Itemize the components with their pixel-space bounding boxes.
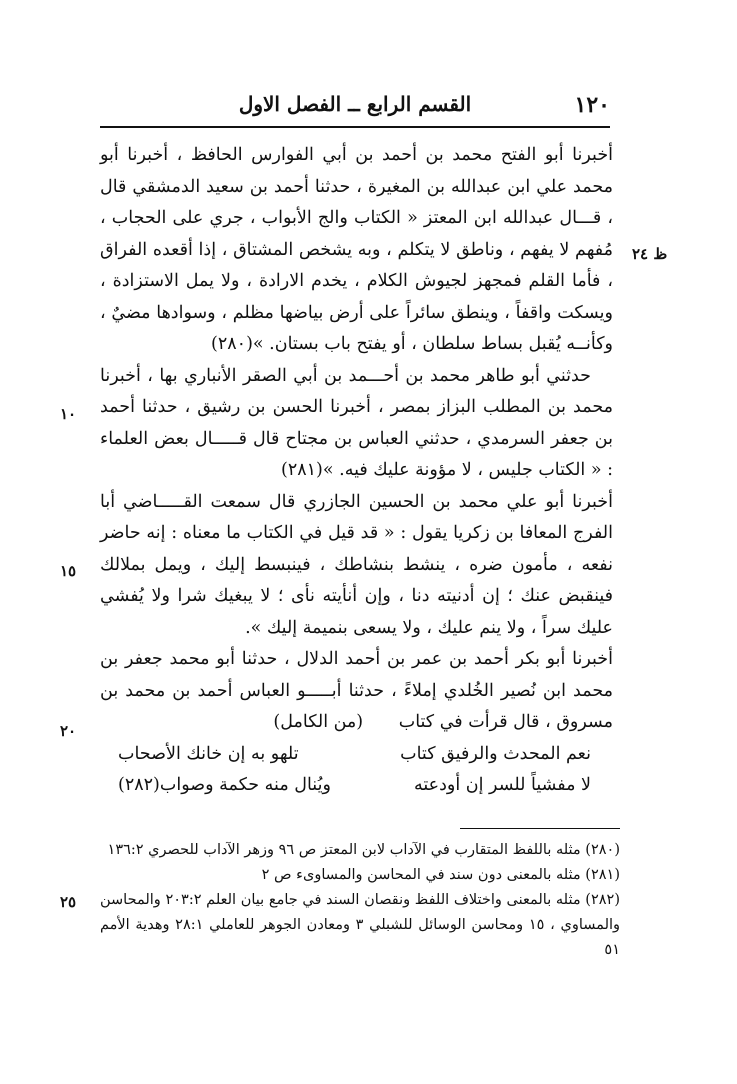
line-number: ١٥ bbox=[60, 562, 77, 580]
running-header bbox=[100, 92, 610, 122]
verse-line bbox=[100, 770, 613, 802]
verse-hemistich: ويُنال منه حكمة وصواب(٢٨٢) bbox=[118, 775, 331, 795]
paragraph: أخبرنا أبو علي محمد بن الحسين الجازري قال سمعت القـــــاضي أبا الفرج المعافا بن زكريا يقول : « قد قيل في الكتاب ما معناه : إنه حاضر نفعه ، مأمون ضره ، ينشط بنشاطك ، فينبسط إليك ، ويمل بملالك فينقبض عنك ؛ إن أدنيته دنا ، وإن أنأيته نأى ؛ لا يبغيك شرا ولا يُفشي عليك سراً ، ولا ينم عليك ، ولا يسعى بنميمة إليك ». bbox=[100, 491, 613, 638]
footnote: (٢٨٢) مثله بالمعنى واختلاف اللفظ ونقصان السند في جامع بيان العلم ٢٠٣:٢ والمحاسن والمساوي ، ١٥ ومحاسن الوسائل للشبلي ٣ ومعادن الجوهر للعاملي ٢٨:١ وهدية الأمم ٥١ bbox=[100, 892, 621, 958]
footnotes bbox=[100, 838, 620, 963]
verse-hemistich: نعم المحدث والرفيق كتاب bbox=[400, 743, 591, 764]
folio-marker: ظ ٢٤ bbox=[632, 245, 668, 263]
page-number: ١٢٠ bbox=[574, 92, 610, 118]
footnote: (٢٨٠) مثله باللفظ المتقارب في الآداب لابن المعتز ص ٩٦ وزهر الآداب للحصري ١٣٦:٢ bbox=[107, 842, 620, 858]
verse-line bbox=[100, 739, 613, 771]
footnote-rule bbox=[460, 828, 620, 829]
paragraph-text: أخبرنا أبو بكر أحمد بن عمر بن أحمد الدلال ، حدثنا أبو محمد جعفر بن محمد ابن نُصير الخُلدي إملاءً ، حدثنا أبـــــو العباس أحمد بن محمد بن مسروق ، قال قرأت في كتاب bbox=[100, 649, 613, 732]
verse-hemistich: لا مفشياً للسر إن أودعته bbox=[414, 775, 591, 795]
header-rule bbox=[100, 126, 610, 128]
chapter-title: القسم الرابع ــ الفصل الاول bbox=[238, 92, 472, 116]
paragraph bbox=[100, 644, 613, 739]
verse-hemistich: تلهو به إن خانك الأصحاب bbox=[118, 743, 299, 764]
paragraph: حدثني أبو طاهر محمد بن أحـــمد بن أبي الصقر الأنباري بها ، أخبرنا محمد بن المطلب البزاز بمصر ، أخبرنا الحسن بن رشيق ، حدثنا أحمد بن جعفر السرمدي ، حدثني العباس بن مجتاح قال قـــــال بعض العلماء : « الكتاب جليس ، لا مؤونة عليك فيه. »(٢٨١) bbox=[100, 365, 613, 480]
line-number: ٢٥ bbox=[60, 893, 77, 911]
main-text bbox=[100, 140, 613, 802]
line-number: ١٠ bbox=[60, 405, 77, 423]
paragraph: أخبرنا أبو الفتح محمد بن أحمد بن أبي الفوارس الحافظ ، أخبرنا أبو محمد علي ابن عبدالله بن المغيرة ، حدثنا أحمد بن سعيد الدمشقي قال ، قـــال عبدالله ابن المعتز « الكتاب والج الأبواب ، جري على الحجاب ، مُفهم لا يفهم ، وناطق لا يتكلم ، وبه يشخص المشتاق ، إذا أقعده الفراق ، فأما القلم فمجهز لجيوش الكلام ، يخدم الارادة ، ولا يمل الاستزادة ، ويسكت واقفاً ، وينطق سائراً على أرض بياضها مظلم ، وسوادها مضيٌ ، وكأنــه يُقبل بساط سلطان ، أو يفتح باب بستان. »(٢٨٠) bbox=[100, 145, 613, 354]
footnote: (٢٨١) مثله بالمعنى دون سند في المحاسن والمساوىء ص ٢ bbox=[261, 867, 620, 883]
line-number: ٢٠ bbox=[60, 722, 77, 740]
verse-meter: (من الكامل) bbox=[273, 712, 364, 732]
